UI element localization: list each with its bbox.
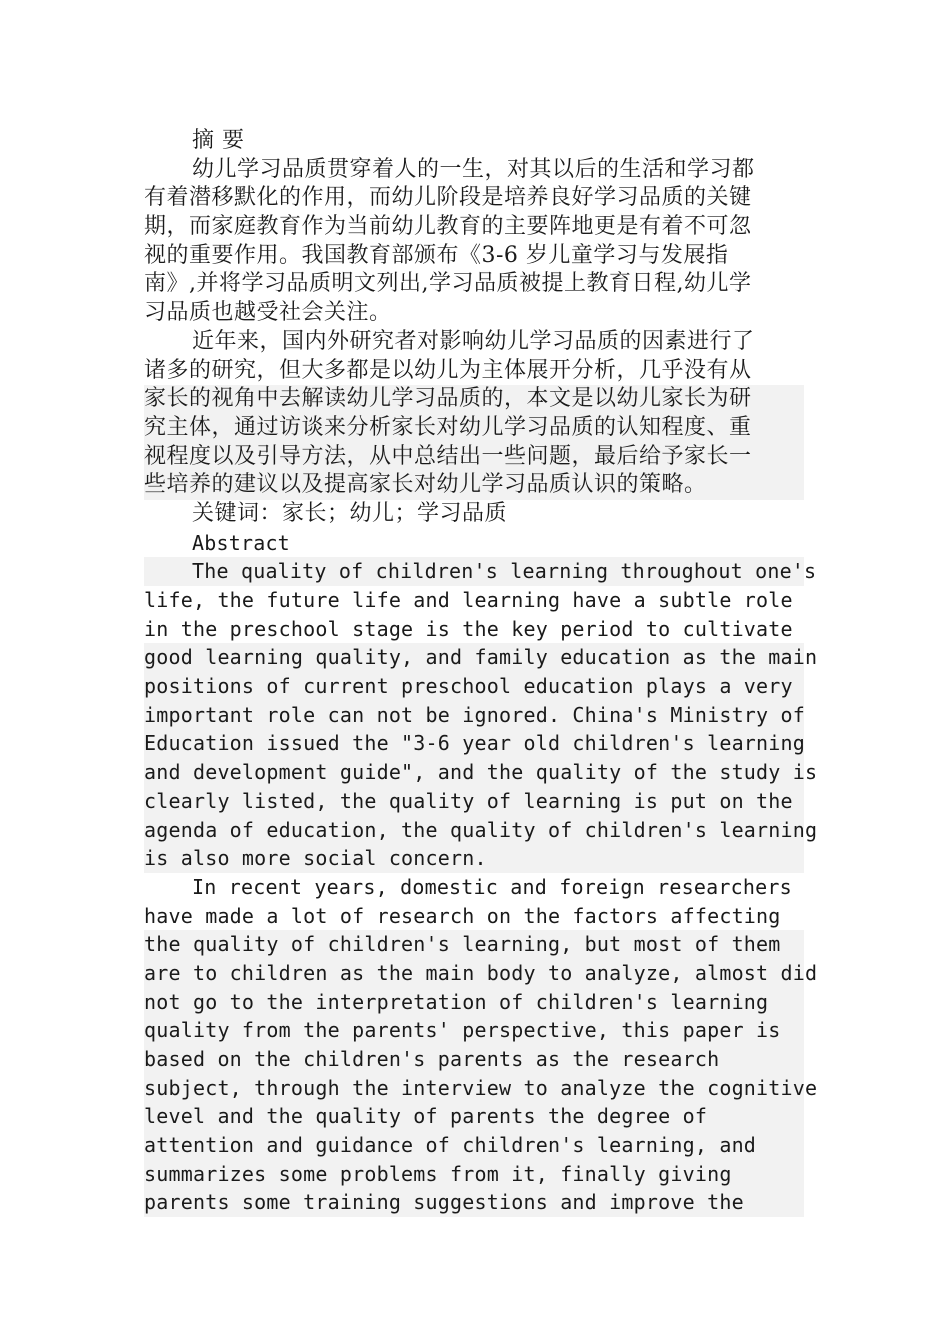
text-line: 期，而家庭教育作为当前幼儿教育的主要阵地更是有着不可忽 xyxy=(144,214,752,240)
abstract-en-paragraph-1 xyxy=(144,557,818,873)
abstract-cn-paragraph-2 xyxy=(144,328,804,500)
text-line: clearly listed, the quality of learning is put on the xyxy=(144,787,804,816)
text-line: the quality of children's learning, but most of them xyxy=(144,930,804,959)
text-line: summarizes some problems from it, finally giving xyxy=(144,1160,804,1189)
keywords-cn: 关键词：家长；幼儿；学习品质 xyxy=(192,500,508,526)
text-line: based on the children's parents as the research xyxy=(144,1045,804,1074)
text-line: attention and guidance of children's learning, and xyxy=(144,1131,804,1160)
text-line: good learning quality, and family education as the main xyxy=(144,643,804,672)
text-line: 南》,并将学习品质明文列出,学习品质被提上教育日程,幼儿学 xyxy=(144,271,752,297)
text-line: 习品质也越受社会关注。 xyxy=(144,300,392,326)
text-line: Education issued the "3-6 year old children's learning xyxy=(144,729,804,758)
text-line: and development guide", and the quality of the study is xyxy=(144,758,804,787)
text-line: 些培养的建议以及提高家长对幼儿学习品质认识的策略。 xyxy=(144,471,804,500)
text-line: is also more social concern. xyxy=(144,844,804,873)
text-line: 视程度以及引导方法，从中总结出一些问题，最后给予家长一 xyxy=(144,443,804,472)
text-line: are to children as the main body to analyze, almost did xyxy=(144,959,804,988)
text-line: important role can not be ignored. China's Ministry of xyxy=(144,701,804,730)
text-line: 幼儿学习品质贯穿着人的一生，对其以后的生活和学习都 xyxy=(192,156,755,182)
text-line: in the preschool stage is the key period to cultivate xyxy=(144,616,793,641)
text-line: 近年来，国内外研究者对影响幼儿学习品质的因素进行了 xyxy=(192,328,755,354)
text-line: 视的重要作用。我国教育部颁布《3-6 岁儿童学习与发展指 xyxy=(144,242,729,268)
text-line: 有着潜移默化的作用，而幼儿阶段是培养良好学习品质的关键 xyxy=(144,185,752,211)
document-body xyxy=(144,127,818,1217)
text-line: The quality of children's learning throughout one's xyxy=(144,557,804,586)
abstract-heading-en: Abstract xyxy=(192,530,290,555)
text-line: subject, through the interview to analyze the cognitive xyxy=(144,1074,804,1103)
text-line: agenda of education, the quality of children's learning xyxy=(144,816,804,845)
text-line: positions of current preschool education plays a very xyxy=(144,672,804,701)
abstract-heading-cn: 摘 要 xyxy=(192,128,245,153)
abstract-cn-paragraph-1 xyxy=(144,156,804,328)
text-line: In recent years, domestic and foreign researchers xyxy=(192,874,792,899)
text-line: life, the future life and learning have a subtle role xyxy=(144,588,793,612)
text-line: not go to the interpretation of children's learning xyxy=(144,988,804,1017)
text-line: 诸多的研究，但大多都是以幼儿为主体展开分析，几乎没有从 xyxy=(144,357,752,383)
text-line: 家长的视角中去解读幼儿学习品质的，本文是以幼儿家长为研 xyxy=(144,385,804,414)
abstract-en-paragraph-2 xyxy=(144,873,818,1217)
text-line: parents some training suggestions and improve the xyxy=(144,1188,804,1217)
text-line: have made a lot of research on the factors affecting xyxy=(144,903,781,928)
text-line: 究主体，通过访谈来分析家长对幼儿学习品质的认知程度、重 xyxy=(144,414,804,443)
text-line: quality from the parents' perspective, this paper is xyxy=(144,1016,804,1045)
text-line: level and the quality of parents the degree of xyxy=(144,1102,804,1131)
